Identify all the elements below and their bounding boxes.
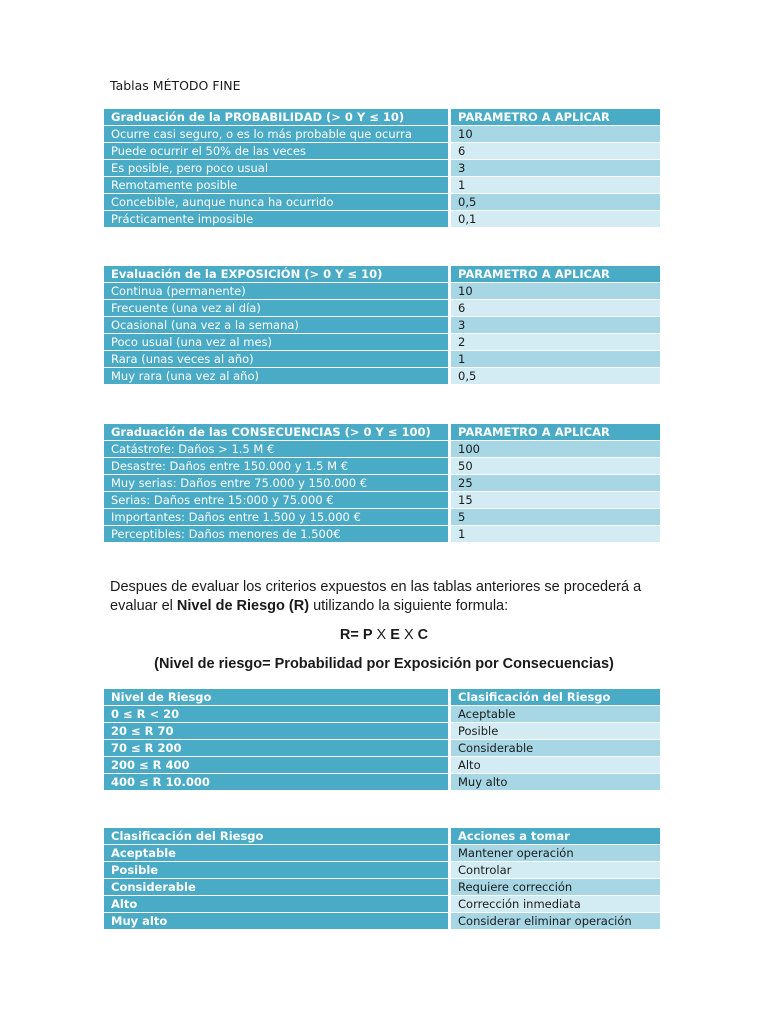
criterion-cell: Prácticamente imposible (104, 211, 448, 227)
criterion-cell: Puede ocurrir el 50% de las veces (104, 143, 448, 159)
table-row (104, 757, 660, 773)
risk-formula (0, 627, 768, 643)
table-row (104, 896, 660, 912)
table-row (104, 862, 660, 878)
criterion-cell: Frecuente (una vez al día) (104, 300, 448, 316)
value-cell: 0,1 (451, 211, 660, 227)
table-row (104, 194, 660, 210)
table-row (104, 441, 660, 457)
value-cell: 100 (451, 441, 660, 457)
classification-cell: Muy alto (451, 774, 660, 790)
criterion-cell: Continua (permanente) (104, 283, 448, 299)
value-cell: 6 (451, 143, 660, 159)
table-header-row (104, 109, 660, 125)
classification-cell: Alto (451, 757, 660, 773)
value-cell: 3 (451, 160, 660, 176)
table-row (104, 368, 660, 384)
action-cell: Mantener operación (451, 845, 660, 861)
table-row (104, 845, 660, 861)
table-header-row (104, 689, 660, 705)
value-cell: 1 (451, 526, 660, 542)
criterion-cell: Perceptibles: Daños menores de 1.500€ (104, 526, 448, 542)
classification-cell: Alto (104, 896, 448, 912)
range-cell: 400 ≤ R 10.000 (104, 774, 448, 790)
value-cell: 10 (451, 283, 660, 299)
table-row (104, 774, 660, 790)
table-row (104, 160, 660, 176)
formula-r: R= (339, 627, 359, 643)
header-cell: Evaluación de la EXPOSICIÓN (> 0 Y ≤ 10) (104, 266, 448, 282)
range-cell: 20 ≤ R 70 (104, 723, 448, 739)
header-cell: Graduación de las CONSECUENCIAS (> 0 Y ≤ 100) (104, 424, 448, 440)
exposure-table (104, 265, 660, 385)
probability-table (104, 108, 660, 228)
criterion-cell: Rara (unas veces al año) (104, 351, 448, 367)
header-cell: PARAMETRO A APLICAR (451, 109, 660, 125)
action-cell: Considerar eliminar operación (451, 913, 660, 929)
classification-cell: Considerable (104, 879, 448, 895)
range-cell: 200 ≤ R 400 (104, 757, 448, 773)
criterion-cell: Catástrofe: Daños > 1.5 M € (104, 441, 448, 457)
table-row (104, 143, 660, 159)
table-row (104, 509, 660, 525)
explanation-paragraph (110, 578, 670, 616)
criterion-cell: Importantes: Daños entre 1.500 y 15.000 € (104, 509, 448, 525)
value-cell: 10 (451, 126, 660, 142)
classification-cell: Muy alto (104, 913, 448, 929)
criterion-cell: Es posible, pero poco usual (104, 160, 448, 176)
table-row (104, 458, 660, 474)
header-cell: Clasificación del Riesgo (451, 689, 660, 705)
table-row (104, 723, 660, 739)
value-cell: 15 (451, 492, 660, 508)
table-row (104, 351, 660, 367)
classification-cell: Posible (104, 862, 448, 878)
criterion-cell: Concebible, aunque nunca ha ocurrido (104, 194, 448, 210)
actions-table (104, 827, 660, 930)
value-cell: 25 (451, 475, 660, 491)
criterion-cell: Ocasional (una vez a la semana) (104, 317, 448, 333)
risk-level-table (104, 688, 660, 791)
criterion-cell: Muy rara (una vez al año) (104, 368, 448, 384)
criterion-cell: Ocurre casi seguro, o es lo más probable que ocurra (104, 126, 448, 142)
value-cell: 2 (451, 334, 660, 350)
formula-times: X (403, 627, 414, 643)
table-row (104, 126, 660, 142)
table-row (104, 177, 660, 193)
action-cell: Controlar (451, 862, 660, 878)
value-cell: 1 (451, 351, 660, 367)
criterion-cell: Remotamente posible (104, 177, 448, 193)
classification-cell: Aceptable (104, 845, 448, 861)
formula-p: P (362, 627, 373, 643)
table-row (104, 334, 660, 350)
paragraph-text: utilizando la siguiente formula: (309, 598, 509, 614)
value-cell: 0,5 (451, 194, 660, 210)
table-row (104, 740, 660, 756)
range-cell: 70 ≤ R 200 (104, 740, 448, 756)
header-cell: PARAMETRO A APLICAR (451, 266, 660, 282)
table-row (104, 879, 660, 895)
action-cell: Corrección inmediata (451, 896, 660, 912)
formula-description: (Nivel de riesgo= Probabilidad por Exposición por Consecuencias) (154, 656, 614, 672)
table-row (104, 475, 660, 491)
range-cell: 0 ≤ R < 20 (104, 706, 448, 722)
header-cell: Nivel de Riesgo (104, 689, 448, 705)
formula-times: X (376, 627, 387, 643)
header-cell: Graduación de la PROBABILIDAD (> 0 Y ≤ 10) (104, 109, 448, 125)
paragraph-text: Despues de evaluar los criterios expuestos en las tablas anteriores se procederá a evaluar el (110, 579, 642, 614)
formula-c: C (417, 627, 429, 643)
table-row (104, 492, 660, 508)
value-cell: 6 (451, 300, 660, 316)
header-cell: Acciones a tomar (451, 828, 660, 844)
table-header-row (104, 424, 660, 440)
document-title: Tablas MÉTODO FINE (110, 78, 241, 93)
table-row (104, 526, 660, 542)
table-row (104, 317, 660, 333)
criterion-cell: Muy serias: Daños entre 75.000 y 150.000 € (104, 475, 448, 491)
header-cell: PARAMETRO A APLICAR (451, 424, 660, 440)
value-cell: 3 (451, 317, 660, 333)
table-header-row (104, 828, 660, 844)
header-cell: Clasificación del Riesgo (104, 828, 448, 844)
classification-cell: Considerable (451, 740, 660, 756)
classification-cell: Aceptable (451, 706, 660, 722)
value-cell: 50 (451, 458, 660, 474)
table-row (104, 283, 660, 299)
table-row (104, 913, 660, 929)
value-cell: 5 (451, 509, 660, 525)
table-row (104, 706, 660, 722)
classification-cell: Posible (451, 723, 660, 739)
criterion-cell: Poco usual (una vez al mes) (104, 334, 448, 350)
value-cell: 1 (451, 177, 660, 193)
table-header-row (104, 266, 660, 282)
table-row (104, 300, 660, 316)
action-cell: Requiere corrección (451, 879, 660, 895)
formula-e: E (390, 627, 400, 643)
consequences-table (104, 423, 660, 543)
criterion-cell: Serias: Daños entre 15:000 y 75.000 € (104, 492, 448, 508)
value-cell: 0,5 (451, 368, 660, 384)
criterion-cell: Desastre: Daños entre 150.000 y 1.5 M € (104, 458, 448, 474)
paragraph-bold-term: Nivel de Riesgo (R) (176, 598, 310, 614)
table-row (104, 211, 660, 227)
